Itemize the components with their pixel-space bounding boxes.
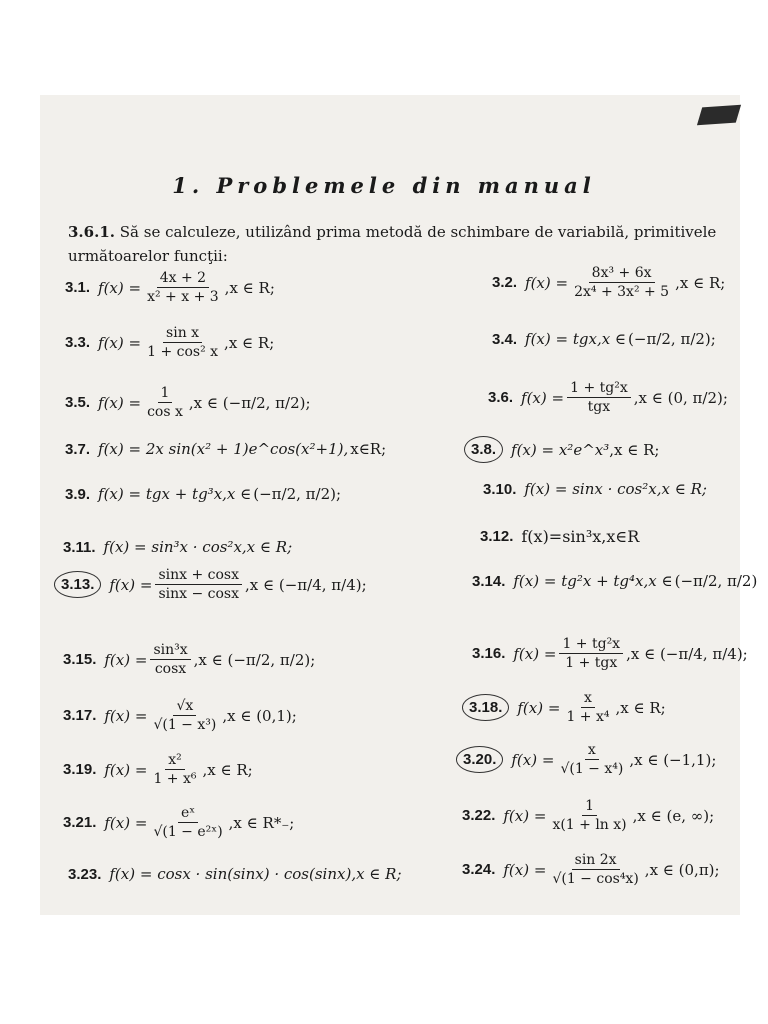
ink-smudge bbox=[697, 105, 741, 126]
problem-3-2: 3.2. f(x) = $\frac{\text{8x³ + 6x}}{\text{2x⁴ + 3x² + 5}}$ ,x ∈ R; bbox=[492, 265, 726, 300]
intro-number: 3.6.1. bbox=[68, 223, 115, 241]
problem-3-24: 3.24. f(x) = $\frac{\sin 2x}{\text{√(1 − cos⁴x)}}$ ,x ∈ (0,π); bbox=[462, 852, 720, 887]
problem-3-15: 3.15. f(x) = $\frac{\text{sin³x}}{\cos x}$ ,x ∈ (−π/2, π/2); bbox=[63, 642, 316, 677]
problem-3-23: 3.23. f(x) = cosx · sin(sinx) · cos(sinx),x ∈ R; bbox=[68, 865, 402, 883]
intro-text bbox=[68, 220, 758, 268]
problem-3-21: 3.21. f(x) = $\frac{\text{eˣ}}{\text{√(1 − e²ˣ)}}$ ,x ∈ R*₋; bbox=[63, 805, 295, 840]
problem-3-18: 3.18. f(x) = $\frac{x}{\text{1 + x⁴}}$ ,x ∈ R; bbox=[468, 690, 666, 725]
problem-3-8: 3.8. f(x) = x²e^x³ ,x ∈ R; bbox=[470, 436, 659, 463]
page-sheet bbox=[40, 95, 740, 915]
problem-3-1: 3.1. f(x) = $\frac{4x + 2}{\text{x² + x + 3}}$ ,x ∈ R; bbox=[65, 270, 275, 305]
problem-3-4: 3.4. f(x) = tgx,x ∈ (−π/2, π/2); bbox=[492, 330, 716, 348]
problem-3-11: 3.11. f(x) = sin³x · cos²x,x ∈ R; bbox=[63, 538, 293, 556]
problem-3-12: 3.12. f(x)=sin³x,x∈R bbox=[480, 527, 640, 546]
intro-body: Să se calculeze, utilizând prima metodă de schimbare de variabilă, primitivele următoarelor funcţii: bbox=[68, 223, 717, 265]
problem-3-9: 3.9. f(x) = tgx + tg³x,x ∈ (−π/2, π/2); bbox=[65, 485, 342, 503]
problem-3-13: 3.13. f(x) = $\frac{\sin x + \cos x}{\sin x - \cos x}$ ,x ∈ (−π/4, π/4); bbox=[60, 567, 367, 602]
problem-3-20: 3.20. f(x) = $\frac{x}{\text{√(1 − x⁴)}}$ ,x ∈ (−1,1); bbox=[462, 742, 716, 777]
problem-3-17: 3.17. f(x) = $\frac{√x}{\text{√(1 − x³)}}$ ,x ∈ (0,1); bbox=[63, 698, 297, 733]
page-title: 1. Problemele din manual bbox=[172, 173, 596, 198]
problem-3-7: 3.7. f(x) = 2x sin(x² + 1)e^cos(x²+1), x∈R; bbox=[65, 440, 387, 458]
problem-3-10: 3.10. f(x) = sinx · cos²x,x ∈ R; bbox=[483, 480, 707, 498]
problem-3-22: 3.22. f(x) = $\frac{1}{\text{x(1 + ln x)}}$ ,x ∈ (e, ∞); bbox=[462, 798, 715, 833]
problem-3-19: 3.19. f(x) = $\frac{\text{x²}}{\text{1 + x⁶}}$ ,x ∈ R; bbox=[63, 752, 253, 787]
problem-3-6: 3.6. f(x) = $\frac{\text{1 + tg²x}}{\text{tgx}}$ ,x ∈ (0, π/2); bbox=[488, 380, 728, 415]
problem-3-14: 3.14. f(x) = tg²x + tg⁴x,x ∈ (−π/2, π/2) bbox=[472, 572, 758, 590]
problem-3-5: 3.5. f(x) = $\frac{1}{\text{cos x}}$ ,x ∈ (−π/2, π/2); bbox=[65, 385, 311, 420]
problem-3-3: 3.3. f(x) = $\frac{\text{sin x}}{\text{1 + cos² x}}$ ,x ∈ R; bbox=[65, 325, 275, 360]
problem-3-16: 3.16. f(x) = $\frac{\text{1 + tg²x}}{\text{1 + tgx}}$ ,x ∈ (−π/4, π/4); bbox=[472, 636, 748, 671]
